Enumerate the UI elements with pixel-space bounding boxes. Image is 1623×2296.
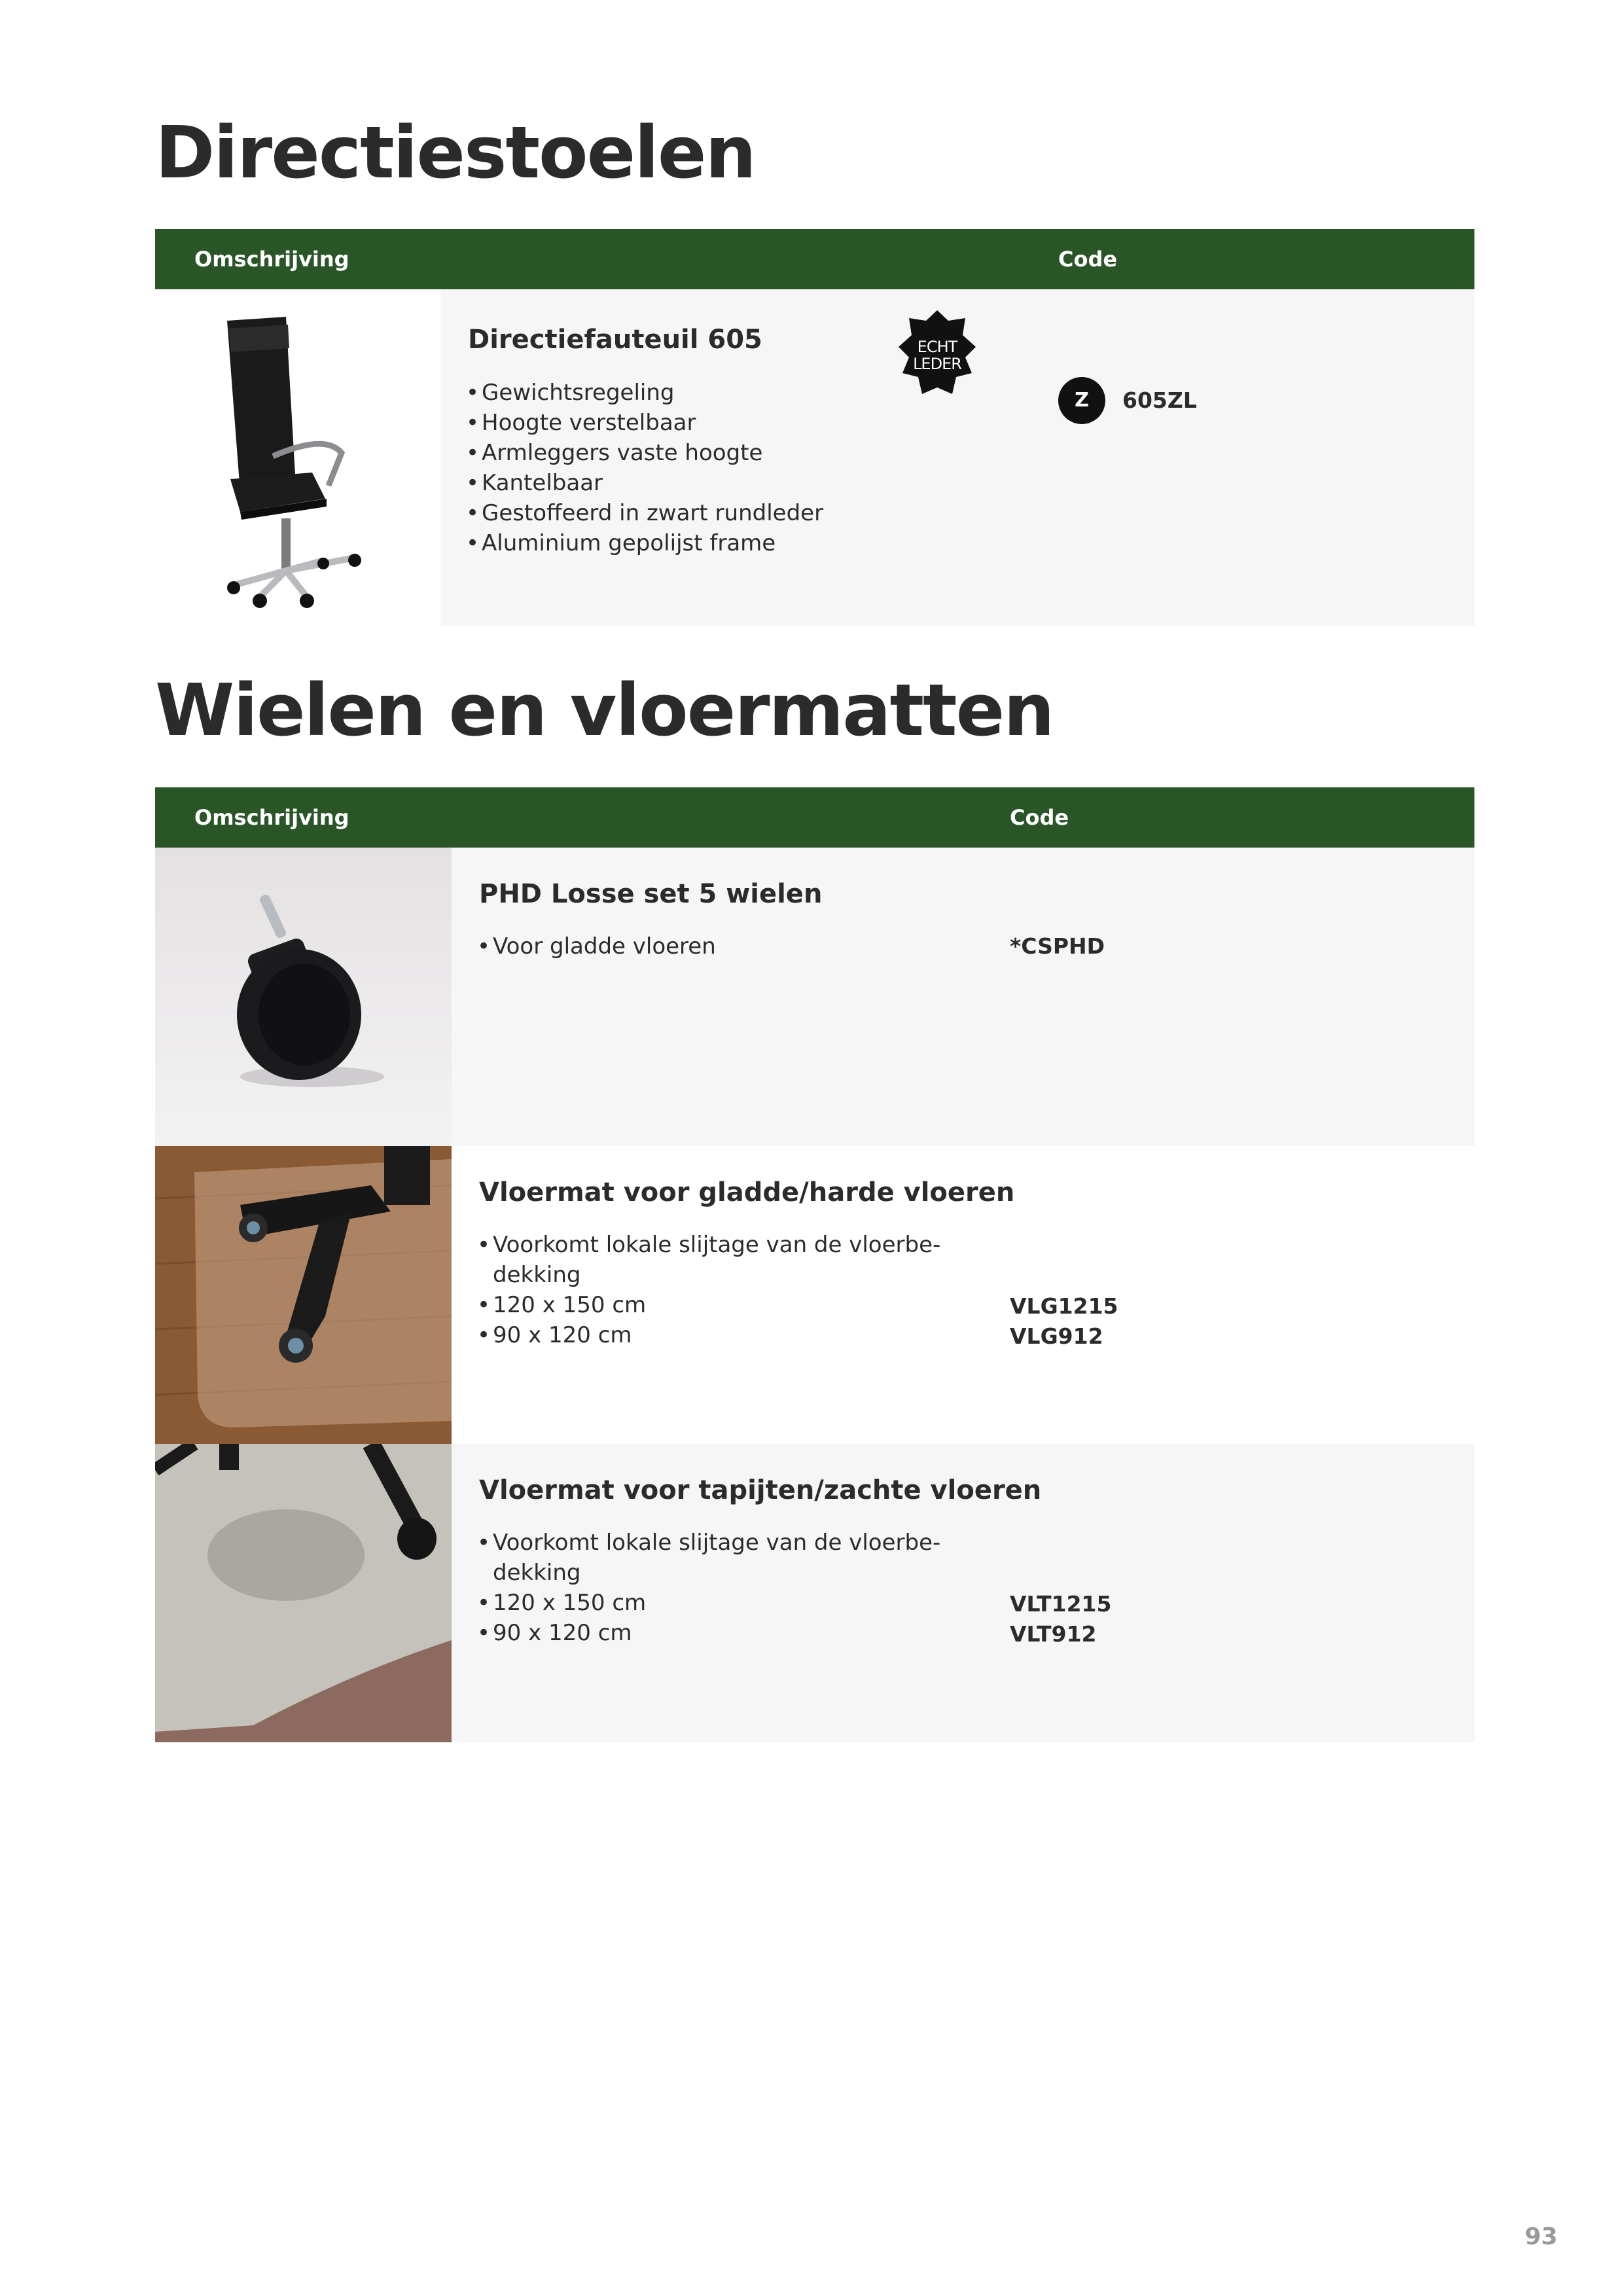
feature-list [477,931,716,961]
header-code: Code [1010,805,1069,830]
product-title: Directiefauteuil 605 [468,325,762,355]
table-header-wielen [155,787,1474,848]
list-item: • 120 x 150 cm [477,1290,940,1320]
executive-chair-photo [155,289,440,626]
echt-leder-badge [897,309,977,410]
product-title: PHD Losse set 5 wielen [479,879,823,909]
carpet-mat-photo [155,1444,452,1742]
product-code: VLG912 [1010,1323,1103,1349]
list-item: dekking [493,1262,581,1288]
list-item: • Hoogte verstelbaar [466,408,823,438]
page-number: 93 [1524,2223,1558,2250]
product-code: VLT1215 [1010,1591,1112,1617]
list-item: • Aluminium gepolijst frame [466,528,823,558]
product-row-directiefauteuil [155,289,1474,626]
leather-hide-icon [897,309,977,407]
list-item: • 120 x 150 cm [477,1588,940,1618]
list-item: • Voor gladde vloeren [477,931,716,961]
list-item: • Voorkomt lokale slijtage van de vloerbe- [477,1528,940,1558]
list-item: • 90 x 120 cm [477,1320,940,1350]
svg-text:ECHT: ECHT [917,338,957,356]
list-item: • Gewichtsregeling [466,378,823,408]
list-item: • Kantelbaar [466,468,823,498]
table-header-directiestoelen [155,229,1474,289]
list-item: • Armleggers vaste hoogte [466,438,823,468]
list-item: • 90 x 120 cm [477,1618,940,1648]
header-omschrijving: Omschrijving [194,247,349,272]
svg-text:LEDER: LEDER [913,355,961,373]
product-code: VLG1215 [1010,1293,1118,1319]
product-title: Vloermat voor tapijten/zachte vloeren [479,1475,1042,1505]
feature-list [477,1528,940,1648]
product-title: Vloermat voor gladde/harde vloeren [479,1177,1015,1208]
section-title-directiestoelen: Directiestoelen [155,111,755,194]
section-title-wielen-en-vloermatten: Wielen en vloermatten [155,668,1054,752]
caster-wheel-photo [155,848,452,1146]
feature-list [477,1230,940,1350]
product-code: VLT912 [1010,1621,1097,1647]
product-row-vloermat-tapijt [155,1444,1474,1742]
header-omschrijving: Omschrijving [194,805,349,830]
list-item: • Voorkomt lokale slijtage van de vloerbe- [477,1230,940,1260]
header-code: Code [1058,247,1118,272]
product-row-vloermat-hard [155,1146,1474,1444]
hard-floor-mat-photo [155,1146,452,1444]
feature-list [466,378,823,558]
product-code: *CSPHD [1010,933,1105,959]
product-row-wielen [155,848,1474,1146]
list-item: • Gestoffeerd in zwart rundleder [466,498,823,528]
product-code: 605ZL [1122,387,1197,413]
list-item: dekking [493,1560,581,1586]
code-badge-z: Z [1058,377,1105,424]
